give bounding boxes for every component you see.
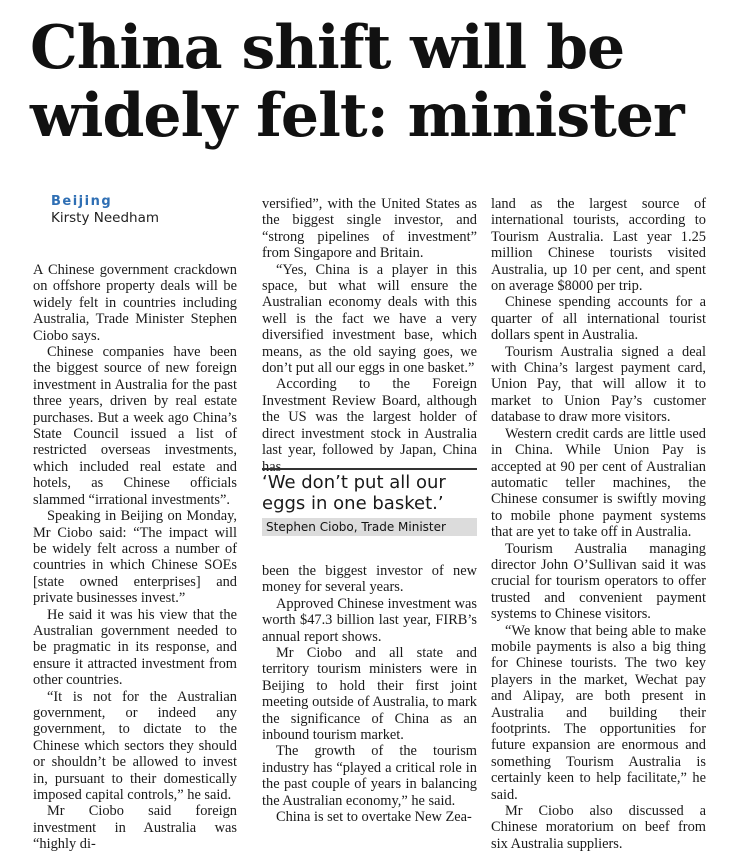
paragraph: A Chinese government crackdown on offshore property deals will be widely felt in countries including Australia, Trade Minister Stephen Ciobo says. xyxy=(33,262,237,344)
paragraph: Speaking in Beijing on Monday, Mr Ciobo said: “The impact will be widely felt across a number of countries in which Chinese SOEs [state owned enterprises] and private businesses invest.” xyxy=(33,508,237,607)
paragraph: He said it was his view that the Australian government needed to be pragmatic in its response, and ensure it attracted investment from other countries. xyxy=(33,606,237,689)
paragraph: Approved Chinese investment was worth $47.3 billion last year, FIRB’s annual report shows. xyxy=(262,595,477,645)
paragraph: “We know that being able to make mobile payments is also a big thing for Chinese tourists. The two key players in the market, Wechat pay and Alipay, are both present in Australia and building their footprints. The opportunities for future expansion are enormous and something Tourism Australia is certainly keen to help facilitate,” he said. xyxy=(491,622,706,803)
pull-quote xyxy=(262,468,477,536)
paragraph: Tourism Australia managing director John O’Sullivan said it was crucial for tourism operators to offer trusted and convenient payment systems to Chinese visitors. xyxy=(491,540,706,623)
pull-quote-attribution: Stephen Ciobo, Trade Minister xyxy=(262,518,477,536)
article-column-3 xyxy=(491,196,706,852)
article-column-2-bottom xyxy=(262,563,477,826)
headline: China shift will be widely felt: minister xyxy=(30,13,684,151)
paragraph: been the biggest investor of new money for several years. xyxy=(262,563,477,596)
paragraph: Mr Ciobo also discussed a Chinese moratorium on beef from six Australia suppliers. xyxy=(491,803,706,852)
paragraph: China is set to overtake New Zea- xyxy=(276,809,472,826)
paragraph: land as the largest source of international tourists, according to Tourism Australia. Last year 1.25 million Chinese tourists visited Australia, up 10 per cent, and spent on average $8000 per trip. xyxy=(491,196,706,295)
paragraph: Western credit cards are little used in China. While Union Pay is accepted at 90 per cent of Australian automatic teller machines, the Chinese consumer is swiftly moving to mobile phone payment systems that are yet to take off in Australia. xyxy=(491,425,706,541)
article-column-1 xyxy=(33,262,237,853)
dateline: Beijing xyxy=(51,194,113,209)
paragraph: Tourism Australia signed a deal with China’s largest payment card, Union Pay, that will allow it to market to Union Pay’s customer database to draw more visitors. xyxy=(491,343,706,426)
paragraph: Mr Ciobo and all state and territory tourism ministers were in Beijing to hold their first joint meeting outside of Australia, to mark the significance of China as an inbound tourism market. xyxy=(262,645,477,744)
paragraph: versified”, with the United States as the biggest single investor, and “strong pipelines of investment” from Singapore and Britain. xyxy=(262,196,477,262)
article-column-2-top xyxy=(262,196,477,475)
pull-quote-text: ‘We don’t put all our eggs in one basket.’ xyxy=(262,472,446,514)
paragraph: Mr Ciobo said foreign investment in Australia was “highly di- xyxy=(33,803,237,853)
paragraph: “It is not for the Australian government, or indeed any government, to dictate to the Chinese which sectors they should or shouldn’t be allowed to invest in, pursuant to their domestically imposed capital controls,” he said. xyxy=(33,688,237,803)
paragraph: Chinese spending accounts for a quarter of all international tourist dollars spent in Australia. xyxy=(491,294,706,344)
paragraph: According to the Foreign Investment Review Board, although the US was the largest holder of direct investment stock in Australia last year, followed by Japan, China has xyxy=(262,376,477,475)
byline: Kirsty Needham xyxy=(51,210,160,226)
paragraph: Chinese companies have been the biggest source of new foreign investment in Australia for the past three years, driven by real estate purchases. But a week ago China’s State Council issued a list of restricted overseas investments, which included real estate and hotels, as Chinese officials slammed “irrational investments”. xyxy=(33,344,237,508)
paragraph: “Yes, China is a player in this space, but what will ensure the Australian economy deals with this well is the fact we have a very diversified investment base, which means, as the old saying goes, we don’t put all our eggs in one basket.” xyxy=(262,261,477,377)
paragraph: The growth of the tourism industry has “played a critical role in the past couple of years in balancing the Australian economy,” he said. xyxy=(262,743,477,809)
